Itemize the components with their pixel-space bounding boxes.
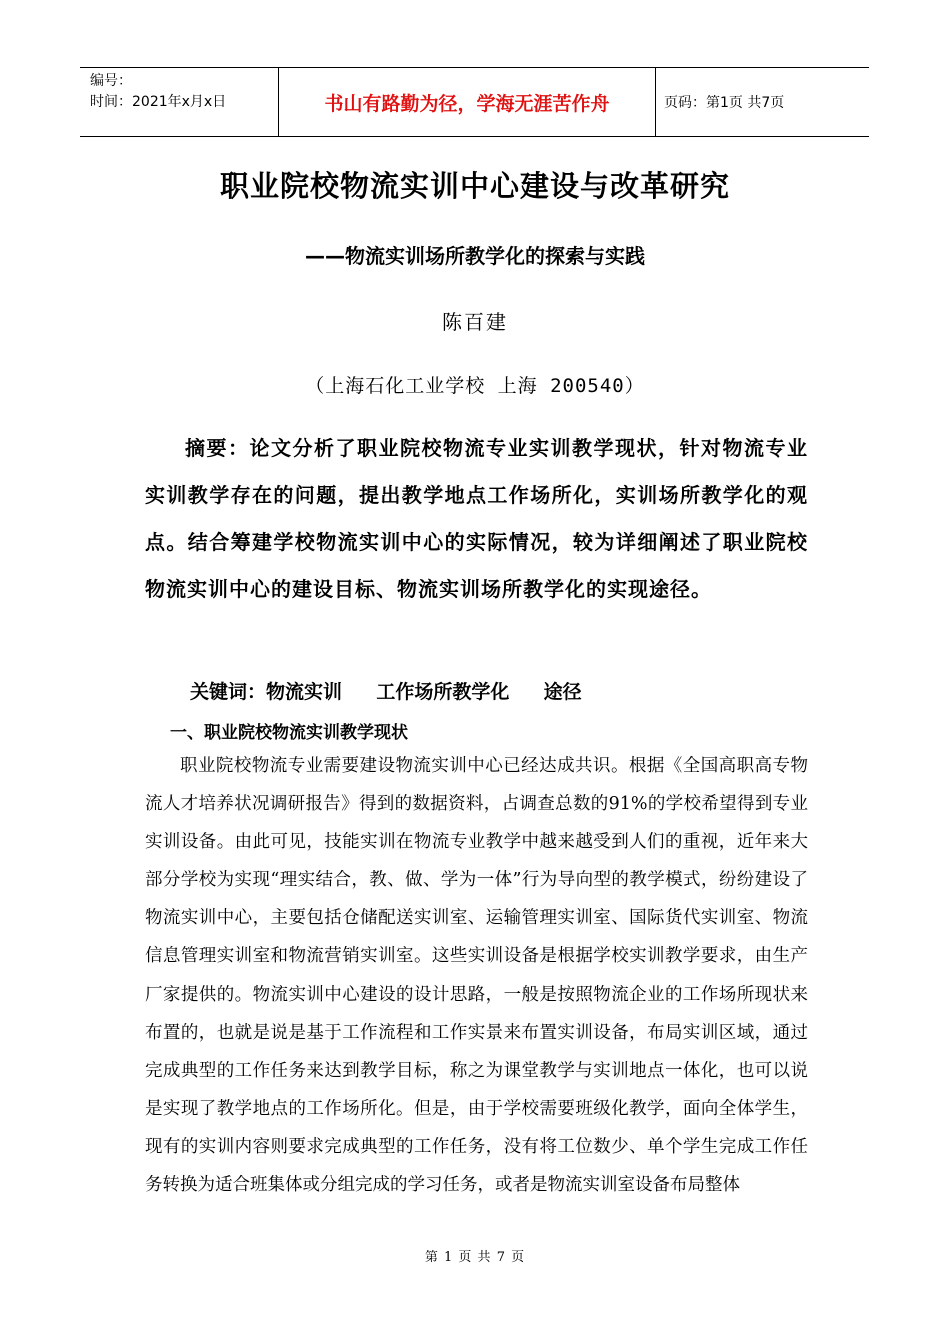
header-page-info: 页码：第1页 共7页: [664, 95, 785, 111]
document-affiliation: （上海石化工业学校 上海 200540）: [305, 375, 645, 397]
header-motto: 书山有路勤为径，学海无涯苦作舟: [279, 68, 656, 136]
abstract-paragraph: 摘要：论文分析了职业院校物流专业实训教学现状，针对物流专业实训教学存在的问题，提出教学地点工作场所化，实训场所教学化的观点。结合筹建学校物流实训中心的实际情况，较为详细阐述了职业院校物流实训中心的建设目标、物流实训场所教学化的实现途径。: [145, 436, 808, 601]
document-title: 职业院校物流实训中心建设与改革研究: [219, 169, 730, 203]
document-time-label: 时间：2021年x月x日: [90, 94, 227, 110]
keywords-line: 关键词：物流实训 工作场所教学化 途径: [190, 681, 582, 703]
document-number-label: 编号：: [90, 73, 132, 89]
header-meta: [80, 68, 279, 136]
document-author: 陈百建: [442, 310, 508, 334]
header-table: [80, 67, 869, 137]
page-footer: 第 1 页 共 7 页: [424, 1250, 526, 1265]
section-heading: 一、职业院校物流实训教学现状: [170, 723, 408, 743]
document-subtitle: ——物流实训场所教学化的探索与实践: [305, 244, 645, 268]
body-paragraph: 职业院校物流专业需要建设物流实训中心已经达成共识。根据《全国高职高专物流人才培养状况调研报告》得到的数据资料，占调查总数的91%的学校希望得到专业实训设备。由此可见，技能实训在物流专业教学中越来越受到人们的重视，近年来大部分学校为实现“理实结合，教、做、学为一体”行为导向型的教学模式，纷纷建设了物流实训中心，主要包括仓储配送实训室、运输管理实训室、国际货代实训室、物流信息管理实训室和物流营销实训室。这些实训设备是根据学校实训教学要求，由生产厂家提供的。物流实训中心建设的设计思路，一般是按照物流企业的工作场所现状来布置的，也就是说是基于工作流程和工作实景来布置实训设备，布局实训区域，通过完成典型的工作任务来达到教学目标，称之为课堂教学与实训地点一体化，也可以说是实现了教学地点的工作场所化。但是，由于学校需要班级化教学，面向全体学生，现有的实训内容则要求完成典型的工作任务，没有将工位数少、单个学生完成工作任务转换为适合班集体或分组完成的学习任务，或者是物流实训室设备布局整体: [145, 756, 808, 1196]
